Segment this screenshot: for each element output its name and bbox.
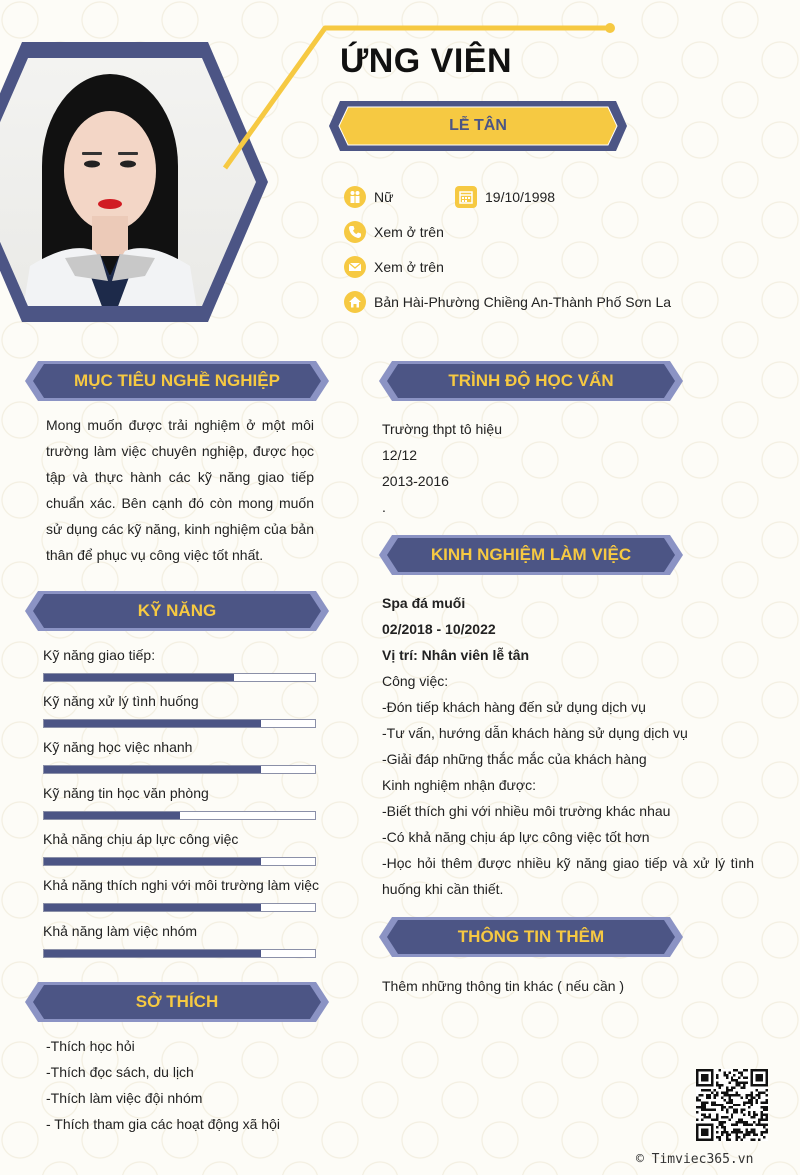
skill-label: Kỹ năng tin học văn phòng: [43, 785, 209, 801]
experience-period: 02/2018 - 10/2022: [382, 621, 496, 637]
section-title-skills: KỸ NĂNG: [137, 601, 217, 620]
skill-item: [43, 783, 323, 829]
address-row: [344, 290, 671, 314]
gender-icon: [344, 186, 366, 208]
skills-list: [43, 645, 323, 967]
skill-bar: [43, 673, 316, 682]
experience-position: Vị trí: Nhân viên lễ tân: [382, 647, 530, 663]
skill-label: Kỹ năng xử lý tình huống: [43, 693, 199, 709]
skill-bar-fill: [44, 674, 234, 681]
section-header-objective: [24, 359, 330, 403]
list-item: -Giải đáp những thắc mắc của khách hàng: [382, 751, 647, 767]
gender-value: Nữ: [374, 189, 394, 205]
list-item: -Đón tiếp khách hàng đến sử dụng dịch vụ: [382, 699, 646, 715]
email-row: [344, 255, 444, 279]
skill-label: Khả năng làm việc nhóm: [43, 923, 198, 939]
experience-company: Spa đá muối: [382, 595, 466, 611]
section-header-experience: [378, 533, 684, 577]
role-banner: [328, 98, 628, 154]
email-icon: [344, 256, 366, 278]
skill-bar: [43, 949, 316, 958]
footer-credit: © Timviec365.vn: [636, 1152, 754, 1167]
dob-row: [455, 185, 555, 209]
skill-item: [43, 921, 323, 967]
list-item: -Học hỏi thêm được nhiều kỹ năng giao tiếp và xử lý tình huống khi cần thiết.: [382, 855, 754, 897]
education-note: .: [382, 499, 386, 515]
home-icon: [344, 291, 366, 313]
email-value: Xem ở trên: [374, 259, 444, 275]
list-item: -Thích đọc sách, du lịch: [46, 1064, 194, 1080]
list-item: -Thích học hỏi: [46, 1038, 135, 1054]
skill-bar-fill: [44, 950, 261, 957]
candidate-name: ỨNG VIÊN: [340, 42, 513, 80]
list-item: -Tư vấn, hướng dẫn khách hàng sử dụng dịch vụ: [382, 725, 688, 741]
list-item: -Thích làm việc đội nhóm: [46, 1090, 203, 1106]
role-title: LỄ TÂN: [449, 117, 507, 134]
list-item: -Có khả năng chịu áp lực công việc tốt hơn: [382, 829, 650, 845]
gender-row: [344, 185, 393, 209]
skill-item: [43, 691, 323, 737]
phone-value: Xem ở trên: [374, 224, 444, 240]
skill-bar: [43, 765, 316, 774]
extra-text: Thêm những thông tin khác ( nếu cần ): [382, 978, 625, 994]
section-title-experience: KINH NGHIỆM LÀM VIỆC: [430, 545, 632, 564]
section-header-skills: [24, 589, 330, 633]
skill-item: [43, 829, 323, 875]
section-title-extra: THÔNG TIN THÊM: [457, 927, 605, 946]
skill-bar-fill: [44, 904, 261, 911]
education-block: [382, 416, 502, 520]
skill-label: Khả năng chịu áp lực công việc: [43, 831, 239, 847]
section-header-extra: [378, 915, 684, 959]
education-grade: 12/12: [382, 447, 418, 463]
experience-tasks-label: Công việc:: [382, 673, 449, 689]
skill-bar: [43, 903, 316, 912]
section-title-hobbies: SỞ THÍCH: [135, 992, 219, 1011]
skill-item: [43, 875, 323, 921]
hobbies-list: [46, 1033, 280, 1137]
education-school: Trường thpt tô hiệu: [382, 421, 502, 437]
phone-icon: [344, 221, 366, 243]
calendar-icon: [455, 186, 477, 208]
skill-item: [43, 737, 323, 783]
skill-bar-fill: [44, 766, 261, 773]
skill-bar: [43, 719, 316, 728]
list-item: - Thích tham gia các hoạt động xã hội: [46, 1116, 280, 1132]
skill-bar-fill: [44, 720, 261, 727]
skill-bar-fill: [44, 812, 180, 819]
section-title-education: TRÌNH ĐỘ HỌC VẤN: [448, 371, 614, 390]
skill-bar: [43, 811, 316, 820]
qr-code[interactable]: [696, 1069, 768, 1141]
list-item: -Biết thích ghi với nhiều môi trường khác nhau: [382, 803, 671, 819]
skill-label: Kỹ năng giao tiếp:: [43, 647, 156, 663]
skill-bar: [43, 857, 316, 866]
experience-block: [382, 590, 754, 902]
skill-label: Khả năng thích nghi với môi trường làm việc: [43, 877, 319, 893]
section-header-education: [378, 359, 684, 403]
phone-row: [344, 220, 444, 244]
skill-bar-fill: [44, 858, 261, 865]
dob-value: 19/10/1998: [485, 189, 556, 205]
skill-label: Kỹ năng học việc nhanh: [43, 739, 193, 755]
education-years: 2013-2016: [382, 473, 449, 489]
section-header-hobbies: [24, 980, 330, 1024]
section-title-objective: MỤC TIÊU NGHỀ NGHIỆP: [74, 371, 280, 390]
objective-text: Mong muốn được trải nghiệm ở một môi trường làm việc chuyên nghiệp, được học tập và thực hành các kỹ năng giao tiếp chuẩn xác. Bên cạnh đó còn mong muốn sử dụng các kỹ năng, kinh nghiệm của bản thân để phục vụ công việc tốt nhất.: [46, 417, 314, 563]
experience-learned-label: Kinh nghiệm nhận được:: [382, 777, 536, 793]
address-value: Bản Hài-Phường Chiềng An-Thành Phố Sơn La: [374, 294, 672, 310]
skill-item: [43, 645, 323, 691]
